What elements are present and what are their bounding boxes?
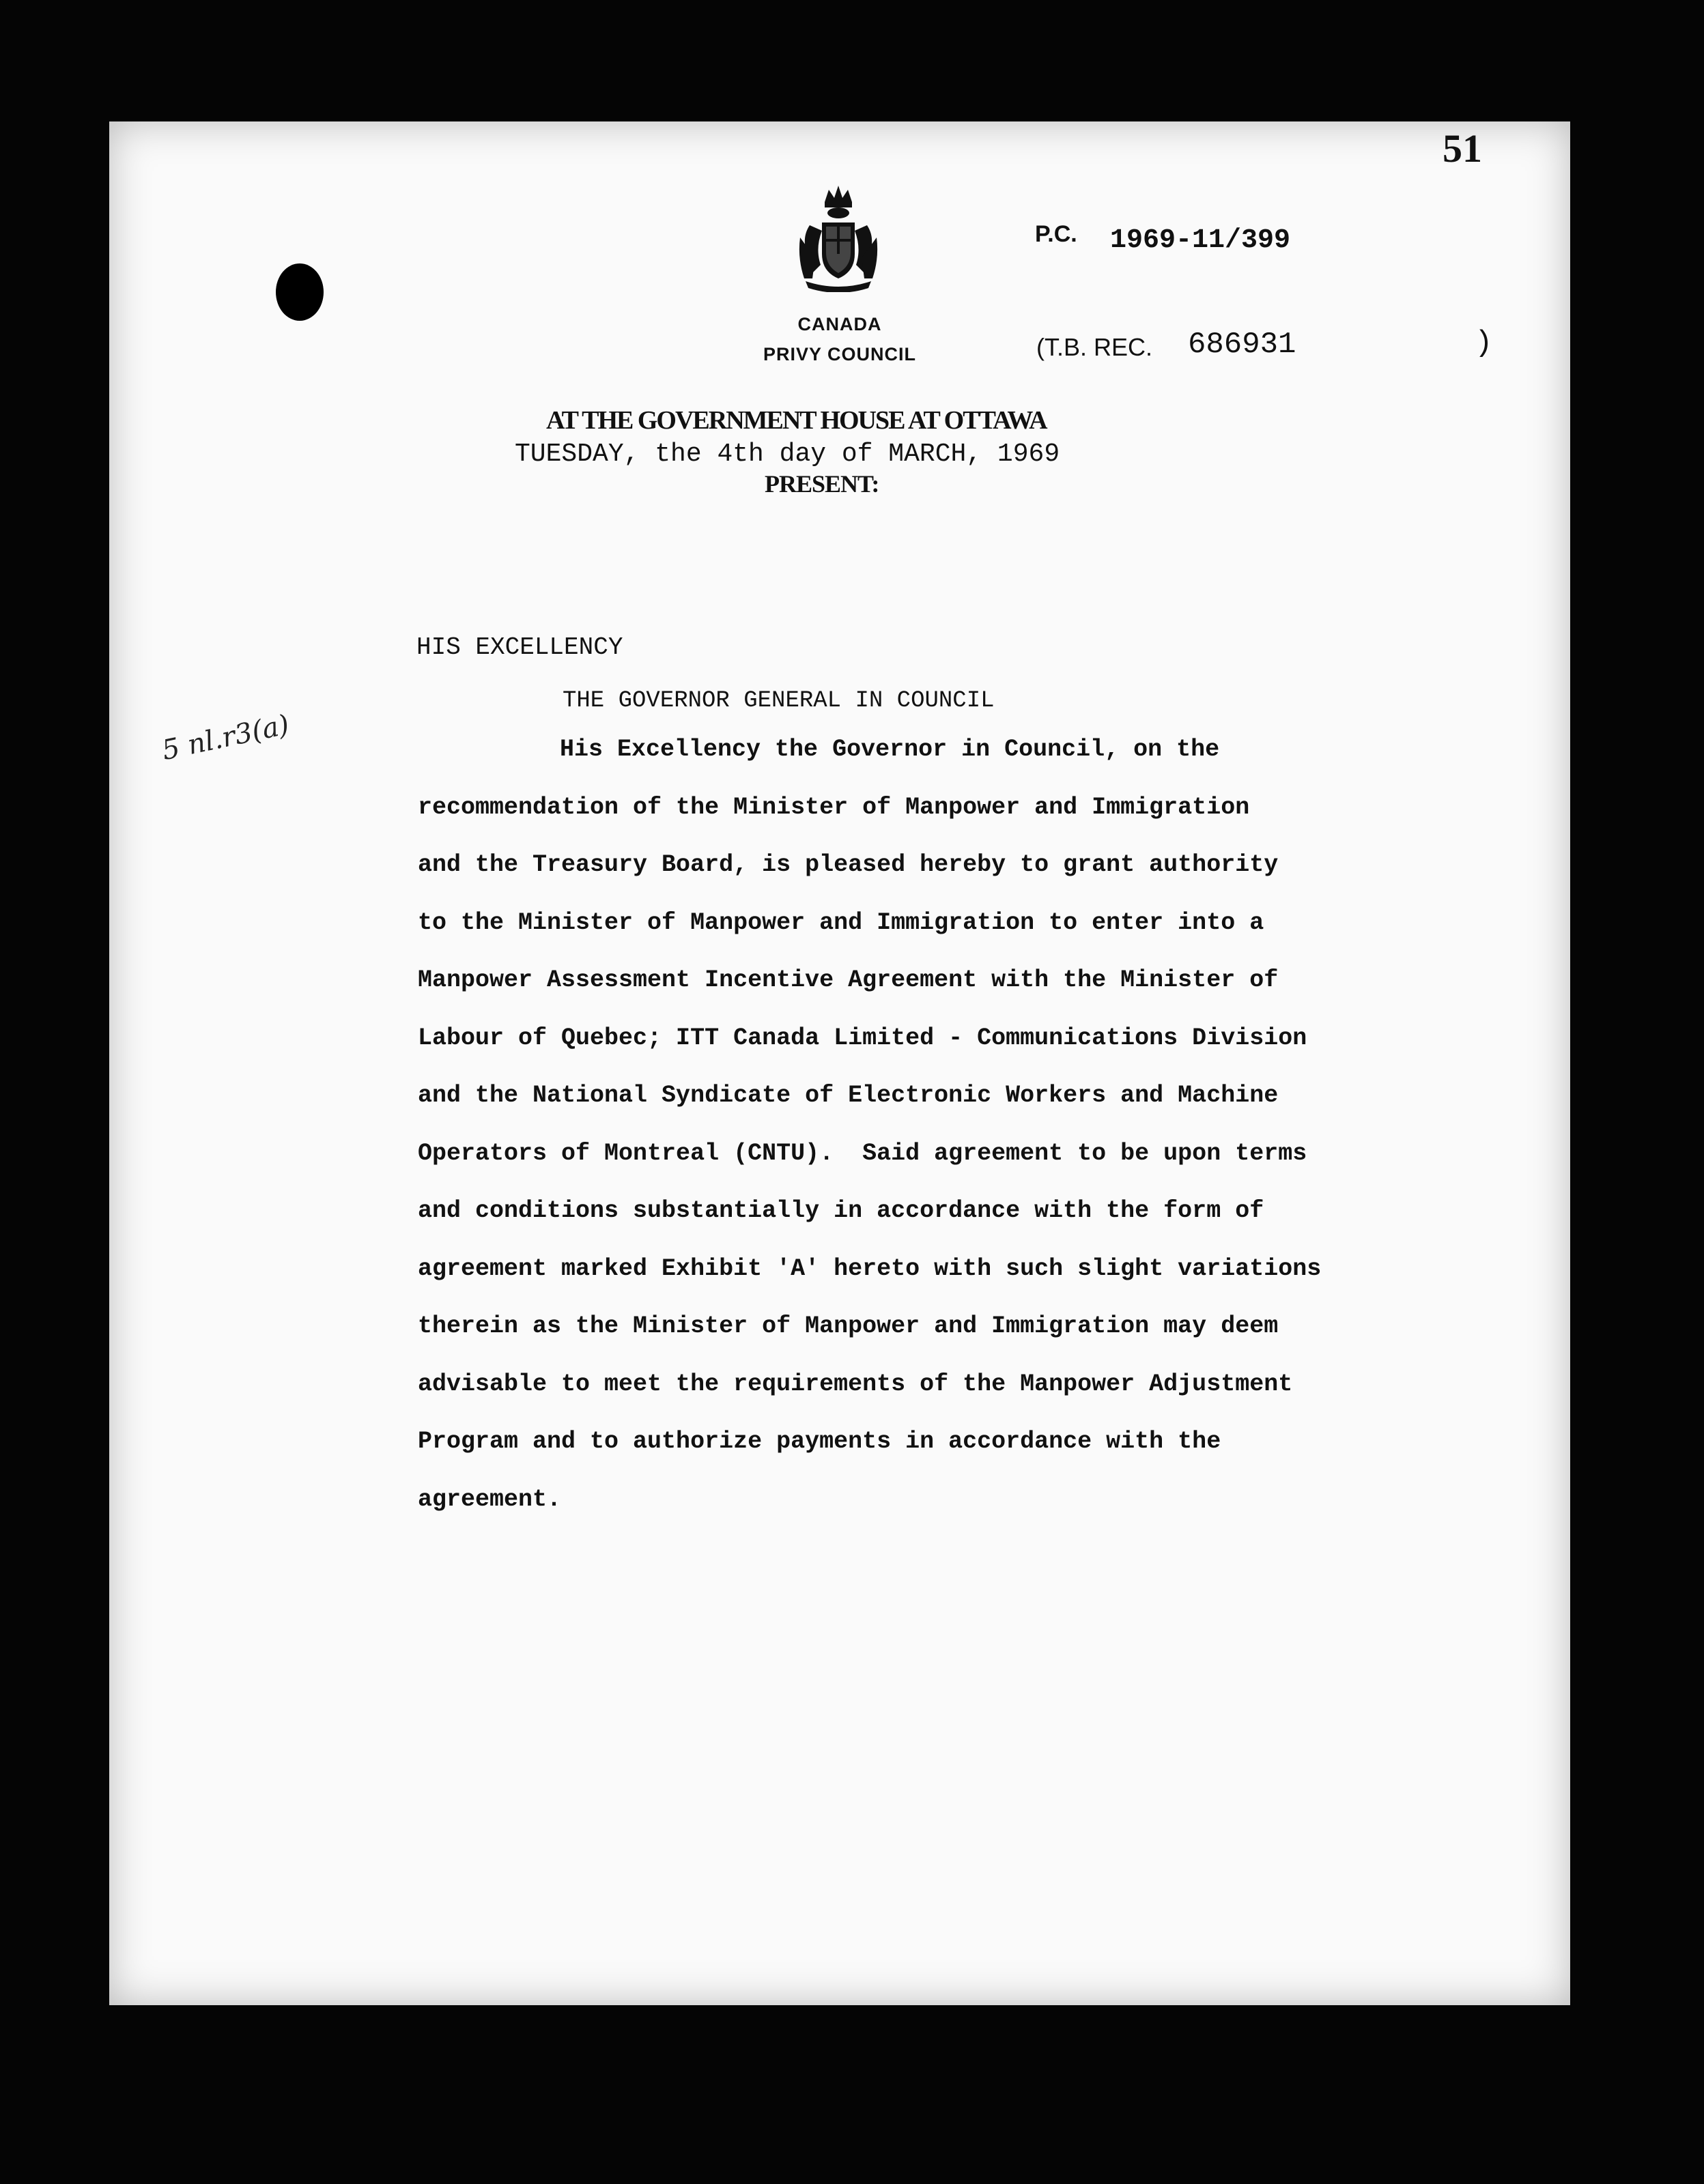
document-page xyxy=(109,121,1570,2005)
location-heading: AT THE GOVERNMENT HOUSE AT OTTAWA xyxy=(546,406,1047,435)
body-line: and the Treasury Board, is pleased hereby to grant authority xyxy=(418,851,1279,878)
body-line: Operators of Montreal (CNTU). Said agreement to be upon terms xyxy=(418,1139,1307,1167)
body-line: His Excellency the Governor in Council, on the xyxy=(560,736,1220,763)
page-number: 51 xyxy=(1443,126,1482,171)
body-line: Program and to authorize payments in accordance with the xyxy=(418,1428,1221,1455)
canada-label: CANADA xyxy=(797,314,882,334)
body-line: to the Minister of Manpower and Immigration to enter into a xyxy=(418,908,1264,936)
privy-council-label: PRIVY COUNCIL xyxy=(763,344,917,364)
handwritten-marginal-note: 5 nl.r3(a) xyxy=(159,708,292,767)
coat-of-arms-icon xyxy=(795,183,882,292)
tb-rec-label: (T.B. REC. xyxy=(1036,333,1153,361)
body-line: therein as the Minister of Manpower and Immigration may deem xyxy=(418,1312,1279,1340)
body-line: advisable to meet the requirements of the Manpower Adjustment xyxy=(418,1370,1293,1398)
order-body xyxy=(418,736,1456,1543)
punch-hole xyxy=(276,263,324,321)
tb-rec-close: ) xyxy=(1475,326,1493,360)
body-line: and conditions substantially in accordance with the form of xyxy=(418,1197,1264,1224)
body-line: Manpower Assessment Incentive Agreement with the Minister of xyxy=(418,966,1279,994)
body-line: agreement. xyxy=(418,1485,562,1513)
body-line: and the National Syndicate of Electronic Workers and Machine xyxy=(418,1082,1279,1109)
body-line: Labour of Quebec; ITT Canada Limited - Communications Division xyxy=(418,1024,1307,1052)
council-heading: THE GOVERNOR GENERAL IN COUNCIL xyxy=(563,688,995,714)
pc-label: P.C. xyxy=(1035,221,1077,247)
tb-rec-number: 686931 xyxy=(1188,328,1296,362)
date-heading: TUESDAY, the 4th day of MARCH, 1969 xyxy=(515,440,1060,469)
pc-number: 1969-11/399 xyxy=(1110,225,1291,256)
present-heading: PRESENT: xyxy=(765,470,879,498)
excellency-heading: HIS EXCELLENCY xyxy=(416,633,623,661)
body-line: agreement marked Exhibit 'A' hereto with such slight variations xyxy=(418,1254,1322,1282)
body-line: recommendation of the Minister of Manpower and Immigration xyxy=(418,793,1250,821)
